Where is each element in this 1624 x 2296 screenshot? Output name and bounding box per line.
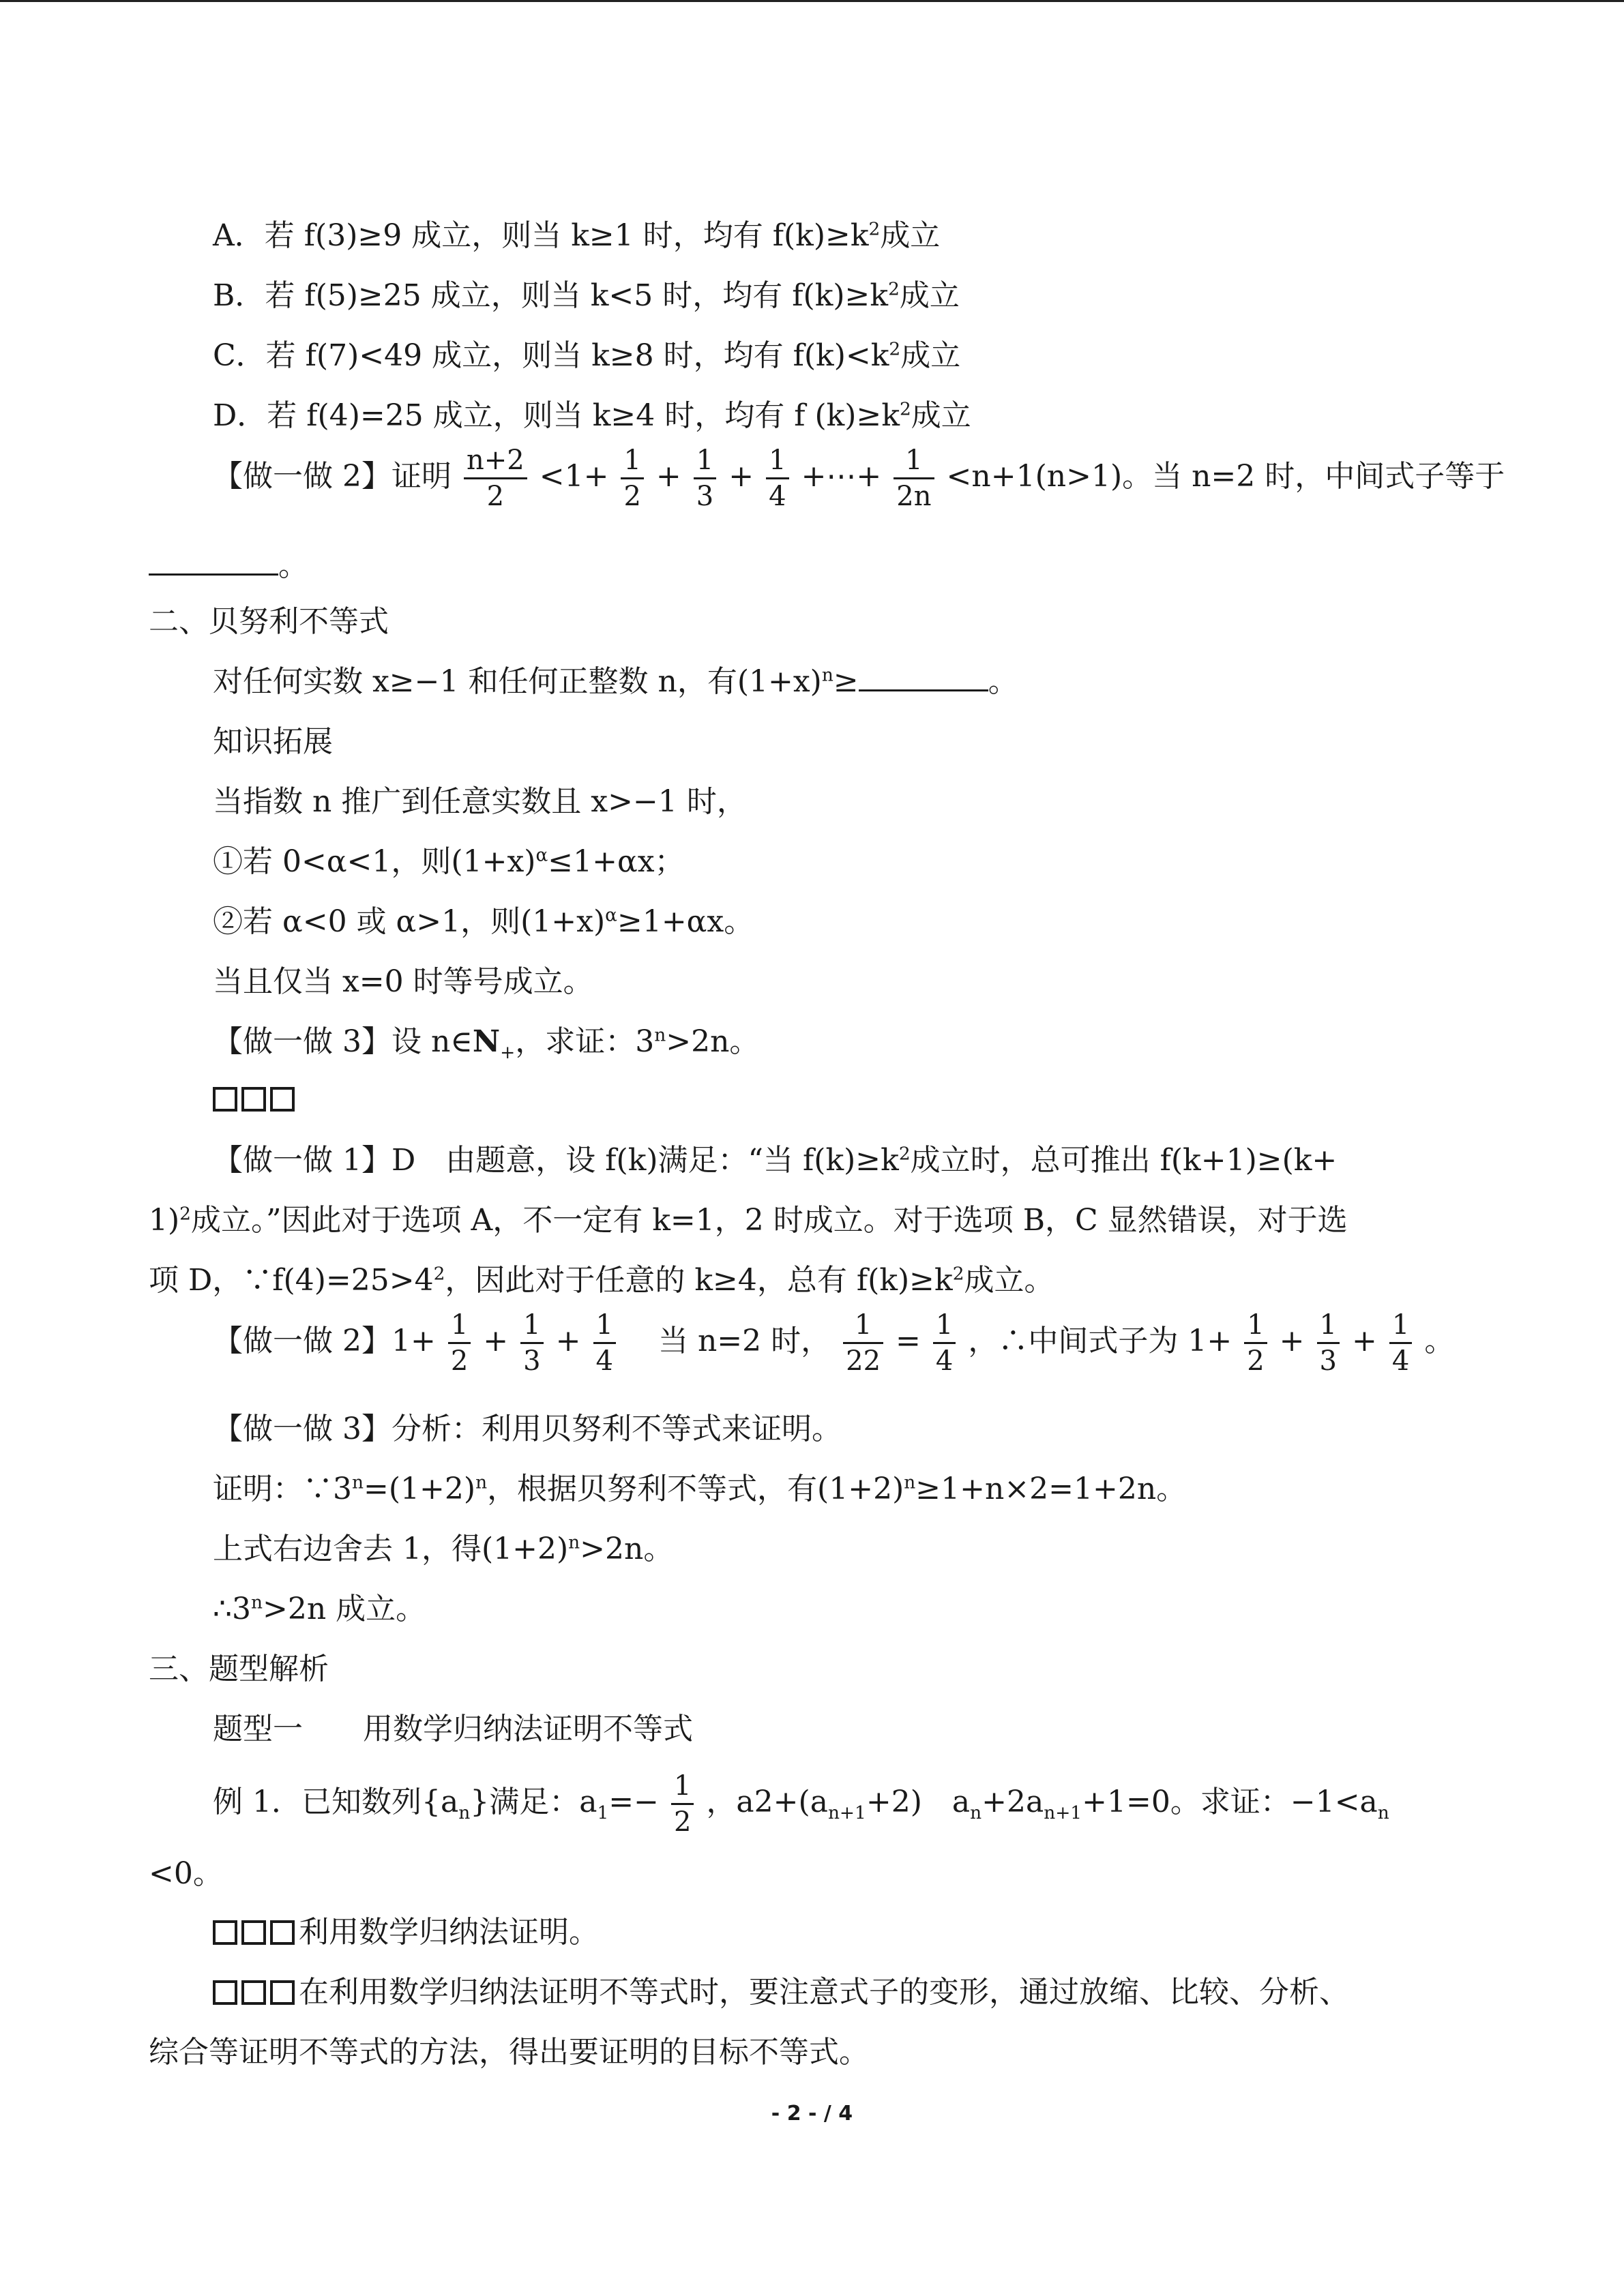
fraction: $\frac{1}{4}$ <box>593 1308 616 1378</box>
question-type-1: 题型一 用数学归纳法证明不等式 <box>213 1712 693 1746</box>
section3-heading: 三、题型解析 <box>149 1652 329 1686</box>
answer3-step: 上式右边舍去 1，得$(1+2)^n>2n$。 <box>213 1532 674 1566</box>
option-c: C．若 f(7)<49 成立，则当 k≥8 时，均有 $f(k)<k^2$成立 <box>213 338 961 373</box>
example1-statement: 例 1．已知数列$\{a_n\}$满足：$a_1=-$ $\frac{1}{2}$ ，$a2+(a_{n+1}+2)$ $a_n+2a_{n+1}+1=0$。求证：$-1<a_n$ <box>213 1770 1389 1838</box>
option-b: B．若 f(5)≥25 成立，则当 k<5 时，均有 $f(k)\ge k^2$成立 <box>213 278 960 313</box>
fraction: $\frac{1}{2n}$ <box>894 443 934 513</box>
answer3-conclusion: $\therefore 3^n>2n$ 成立。 <box>213 1592 426 1626</box>
fraction: $\frac{1}{22}$ <box>843 1308 883 1378</box>
fraction: $\frac{1}{4}$ <box>1389 1308 1412 1378</box>
answer-blank <box>149 573 278 576</box>
missing-glyph-box <box>241 1920 266 1945</box>
fraction: $\frac{1}{3}$ <box>520 1308 543 1378</box>
extension-line-4: 当且仅当 x=0 时等号成立。 <box>213 964 593 999</box>
missing-glyph-box <box>213 1980 237 2005</box>
answer-blank <box>859 689 988 691</box>
fraction: $\frac{1}{2}$ <box>671 1769 694 1839</box>
answer3-analysis: 【做一做 3】分析：利用贝努利不等式来证明。 <box>213 1412 842 1446</box>
answer2: 【做一做 2】1+ $\frac{1}{2}$ + $\frac{1}{3}$ + $\frac{1}{4}$ 当 n=2 时， $\frac{1}{22}$ = $\frac{1}{4}$ ，∴中间式子为 1+ $\frac{1}{2}$ + $\frac{1}{3}$ + $\frac{1}{4}$ 。 <box>213 1309 1455 1377</box>
answers-heading-glyphs <box>213 1079 299 1120</box>
analysis-line: 利用数学归纳法证明。 <box>213 1912 599 1953</box>
bernoulli-statement: 对任何实数 x≥−1 和任何正整数 n，有$(1+x)^n\ge$ 。 <box>213 664 1018 699</box>
answer1-line-2: 1)$^2$成立。”因此对于选项 A，不一定有 k=1，2 时成立。对于选项 B，C 显然错误，对于选 <box>149 1203 1348 1238</box>
try2-answer-blank: 。 <box>149 546 308 586</box>
answer3-proof: 证明：$\because 3^n=(1+2)^n$，根据贝努利不等式，有$(1+2)^n\ge 1+n\times 2=1+2n$。 <box>213 1472 1187 1506</box>
fraction: $\frac{1}{3}$ <box>694 443 716 513</box>
note-line-1: 在利用数学归纳法证明不等式时，要注意式子的变形，通过放缩、比较、分析、 <box>213 1972 1349 2013</box>
fraction: $\frac{1}{2}$ <box>621 443 643 513</box>
fraction: $\frac{1}{2}$ <box>1244 1308 1267 1378</box>
answer1-line-1: 【做一做 1】D 由题意，设 f(k)满足：“当 $f(k)\ge k^2$成立时，总可推出 f(k+1)≥(k+ <box>213 1143 1338 1178</box>
knowledge-extension-title: 知识拓展 <box>213 724 333 759</box>
missing-glyph-box <box>213 1087 237 1112</box>
try2-statement: 【做一做 2】证明 $\frac{n+2}{2}$ <1+ $\frac{1}{2}$ + $\frac{1}{3}$ + $\frac{1}{4}$ +⋯+ $\frac{1}{2n}$ <n+1(n>1)。当 n=2 时，中间式子等于 <box>213 445 1505 512</box>
option-d: D．若 f(4)=25 成立，则当 k≥4 时，均有 f $(k)\ge k^2$成立 <box>213 398 971 433</box>
missing-glyph-box <box>270 1087 295 1112</box>
missing-glyph-box <box>213 1920 237 1945</box>
fraction: $\frac{1}{4}$ <box>933 1308 956 1378</box>
fraction: $\frac{n+2}{2}$ <box>464 443 527 513</box>
missing-glyph-box <box>241 1980 266 2005</box>
page-number: - 2 - / 4 <box>771 2102 853 2126</box>
note-line-2: 综合等证明不等式的方法，得出要证明的目标不等式。 <box>149 2035 869 2070</box>
fraction: $\frac{1}{2}$ <box>448 1308 471 1378</box>
fraction: $\frac{1}{4}$ <box>766 443 788 513</box>
top-border-line <box>0 0 1624 2</box>
fraction: $\frac{1}{3}$ <box>1317 1308 1340 1378</box>
extension-line-2: ①若 0<α<1，则$(1+x)^\alpha\le 1+\alpha x$； <box>213 844 685 879</box>
missing-glyph-box <box>241 1087 266 1112</box>
answer1-line-3: 项 D，$\because f(4)=25>4^2$，因此对于任意的 k≥4，总有 $f(k)\ge k^2$成立。 <box>149 1263 1054 1298</box>
missing-glyph-box <box>270 1920 295 1945</box>
section2-heading: 二、贝努利不等式 <box>149 604 389 639</box>
extension-line-1: 当指数 n 推广到任意实数且 x>−1 时， <box>213 784 747 819</box>
missing-glyph-box <box>270 1980 295 2005</box>
option-a: A．若 f(3)≥9 成立，则当 k≥1 时，均有 $f(k)\ge k^2$成立 <box>213 218 941 253</box>
example1-continuation: <0。 <box>149 1856 223 1891</box>
extension-line-3: ②若 α<0 或 α>1，则$(1+x)^\alpha\ge 1+\alpha x$。 <box>213 904 754 939</box>
try3-statement: 【做一做 3】设 $n\in N_+$，求证：$3^n>2n$。 <box>213 1024 760 1063</box>
